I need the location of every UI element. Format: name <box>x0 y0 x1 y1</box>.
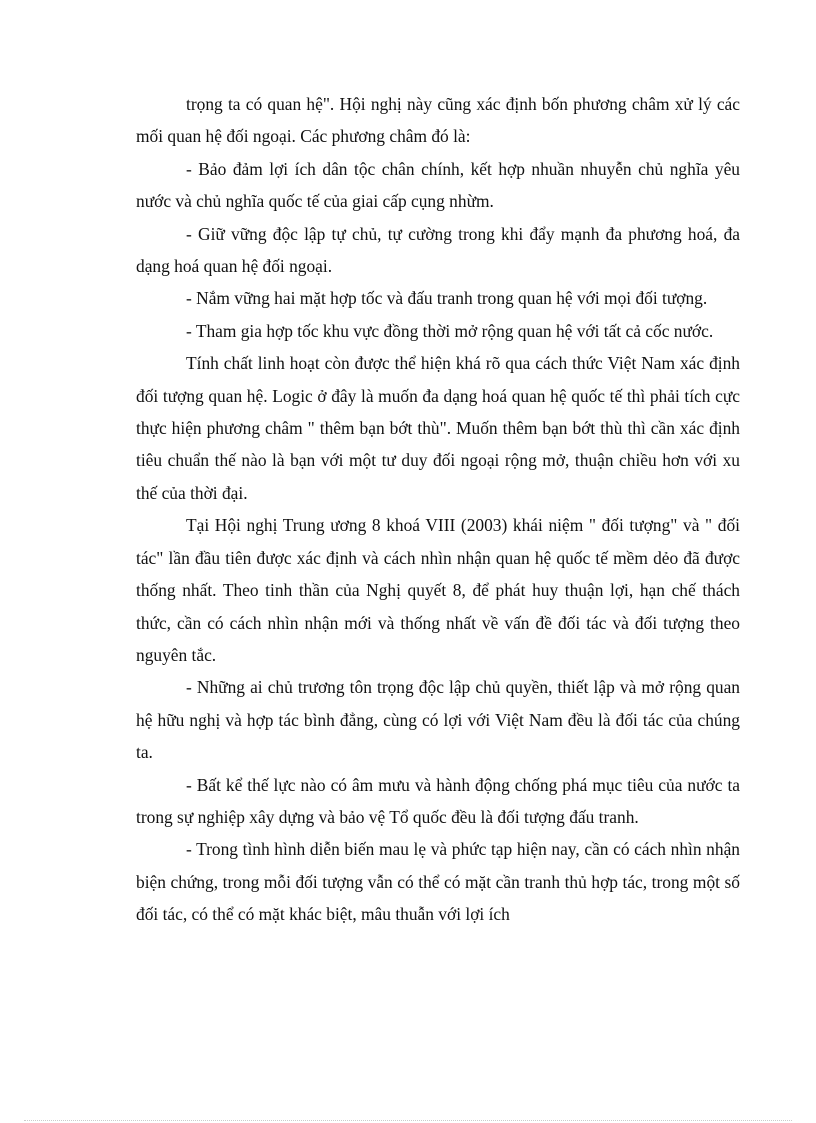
paragraph: - Tham gia hợp tốc khu vực đồng thời mở rộng quan hệ với tất cả cốc nước. <box>186 320 714 341</box>
paragraph: trọng ta có quan hệ". Hội nghị này cũng xác định bốn phương châm xử lý các mối quan hệ đối ngoại. Các phương châm đó là: <box>136 94 740 147</box>
paragraph: - Giữ vững độc lập tự chủ, tự cường trong khi đẩy mạnh đa phương hoá, đa dạng hoá quan hệ đối ngoại. <box>136 223 740 277</box>
paragraph: Tại Hội nghị Trung ương 8 khoá VIII (2003) khái niệm " đối tượng" và " đối tác" lần đầu tiên được xác định và cách nhìn nhận quan hệ quốc tế mềm dẻo đã được thống nhất. Theo tinh thần của Nghị quyết 8, để phát huy thuận lợi, hạn chế thách thức, cần có cách nhìn nhận mới và thống nhất về vấn đề đối tác và đối tượng theo nguyên tắc. <box>136 515 740 665</box>
document-body <box>136 88 740 931</box>
paragraph: - Trong tình hình diễn biến mau lẹ và phức tạp hiện nay, cần có cách nhìn nhận biện chứng, trong mỗi đối tượng vẫn có thể có mặt cần tranh thủ hợp tác, trong một số đối tác, có thể có mặt khác biệt, mâu thuẫn với lợi ích <box>136 839 740 925</box>
paragraph: - Nắm vững hai mặt hợp tốc và đấu tranh trong quan hệ với mọi đối tượng. <box>186 288 708 309</box>
paragraph: Tính chất linh hoạt còn được thể hiện khá rõ qua cách thức Việt Nam xác định đối tượng quan hệ. Logic ở đây là muốn đa dạng hoá quan hệ quốc tế thì phải tích cực thực hiện phương châm " thêm bạn bớt thù". Muốn thêm bạn bớt thù thì cần xác định tiêu chuẩn thế nào là bạn với một tư duy đối ngoại rộng mở, thuận chiều hơn với xu thế của thời đại. <box>136 353 740 503</box>
paragraph: - Những ai chủ trương tôn trọng độc lập chủ quyền, thiết lập và mở rộng quan hệ hữu nghị và hợp tác bình đẳng, cùng có lợi với Việt Nam đều là đối tác của chúng ta. <box>136 677 740 763</box>
paragraph: - Bảo đảm lợi ích dân tộc chân chính, kết hợp nhuần nhuyễn chủ nghĩa yêu nước và chủ nghĩa quốc tế của giai cấp cụng nhừm. <box>136 158 740 212</box>
page-bottom-divider <box>24 1120 792 1121</box>
paragraph: - Bất kể thế lực nào có âm mưu và hành động chống phá mục tiêu của nước ta trong sự nghiệp xây dựng và bảo vệ Tổ quốc đều là đối tượng đấu tranh. <box>136 774 740 827</box>
